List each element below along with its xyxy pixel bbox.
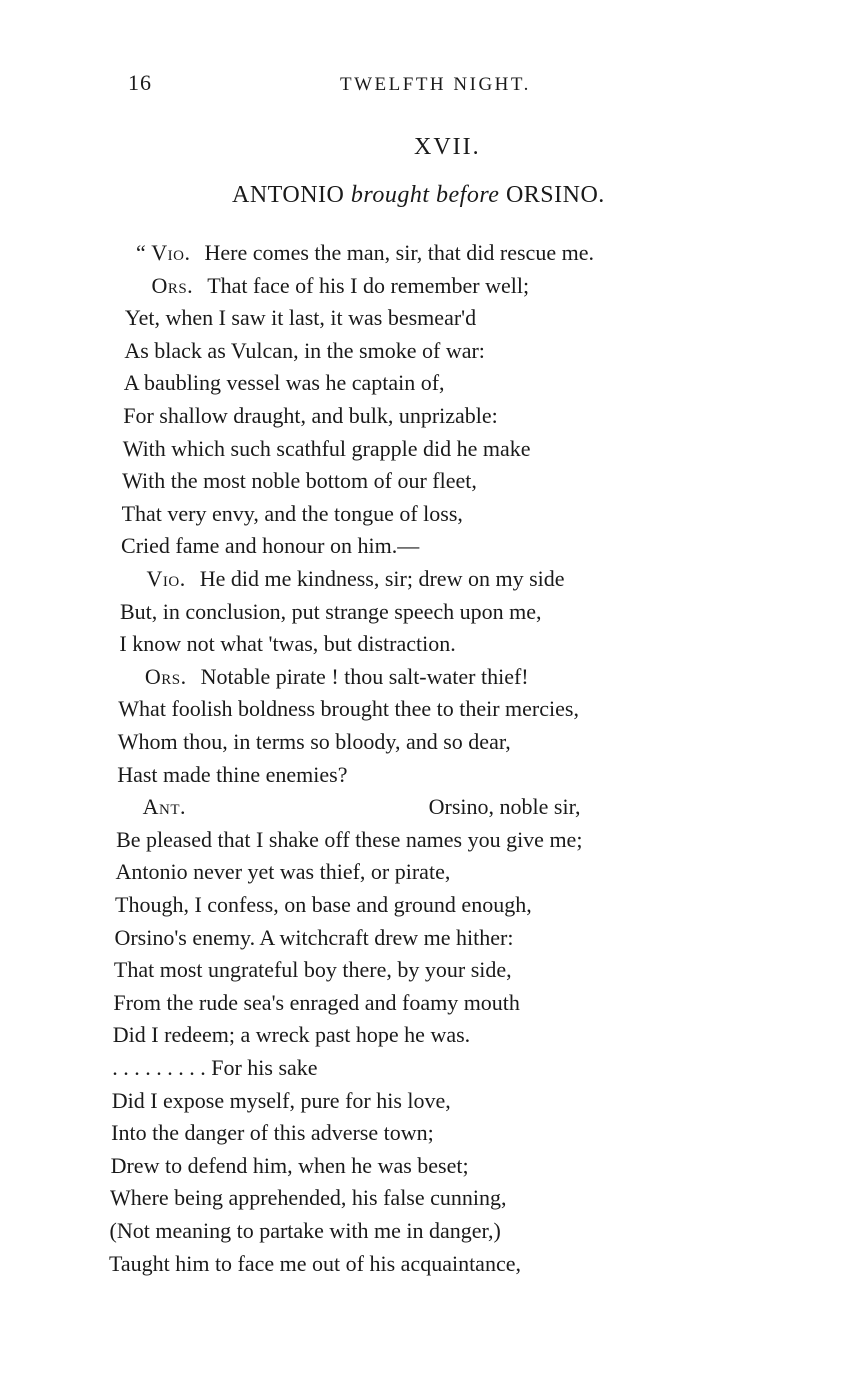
line-text: He did me kindness, sir; drew on my side — [199, 566, 565, 591]
line-text: Cried fame and honour on him.— — [121, 533, 420, 559]
verse-line — [142, 792, 581, 822]
line-text: Did I expose myself, pure for his love, — [111, 1087, 451, 1113]
verse-line — [120, 597, 542, 627]
verse-line — [151, 271, 529, 301]
verse-line — [110, 1216, 501, 1246]
line-text: Yet, when I saw it last, it was besmear'd — [124, 305, 477, 331]
line-text: Whom thou, in terms so bloody, and so dear, — [117, 729, 511, 754]
speaker-name: Vio. — [146, 566, 186, 591]
verse-line — [124, 336, 485, 366]
line-text: (Not meaning to partake with me in danger,) — [109, 1218, 501, 1243]
verse-line — [119, 629, 455, 659]
line-text: Taught him to face me out of his acquaintance, — [108, 1250, 521, 1276]
verse-line — [121, 531, 419, 561]
section-number: XVII. — [414, 134, 481, 160]
line-text: For shallow draught, and bulk, unprizable: — [123, 403, 498, 428]
section-title-italic: brought before — [350, 182, 500, 208]
verse-line — [118, 694, 579, 724]
verse-line — [113, 1020, 470, 1050]
line-text: What foolish boldness brought thee to their mercies, — [118, 696, 579, 722]
verse-line — [122, 466, 477, 496]
line-text: But, in conclusion, put strange speech upon me, — [119, 598, 542, 624]
line-text: Notable pirate ! thou salt-water thief! — [200, 663, 529, 689]
verse-line — [124, 368, 445, 398]
speaker-name: Ors. — [144, 663, 187, 689]
section-title-part1: ANTONIO — [232, 182, 345, 208]
speaker-name: Ors. — [151, 272, 194, 298]
line-text: That most ungrateful boy there, by your side, — [113, 957, 512, 983]
section-title-part2: ORSINO. — [505, 182, 605, 208]
line-text: Into the danger of this adverse town; — [111, 1120, 434, 1146]
line-text: Hast made thine enemies? — [117, 761, 348, 787]
line-text: Orsino, noble sir, — [428, 794, 581, 820]
speaker-name: Vio. — [151, 240, 191, 265]
verse-line — [136, 238, 594, 268]
line-text: That very envy, and the tongue of loss, — [121, 500, 463, 526]
line-text: Though, I confess, on base and ground enough, — [115, 892, 532, 917]
verse-line — [147, 564, 565, 594]
line-text: Be pleased that I shake off these names you give me; — [116, 826, 583, 852]
verse-line — [113, 988, 520, 1018]
line-text: As black as Vulcan, in the smoke of war: — [124, 337, 485, 363]
verse-line — [123, 434, 531, 464]
line-text: Orsino's enemy. A witchcraft drew me hither: — [114, 924, 514, 950]
section-title — [232, 182, 605, 209]
verse-line — [116, 825, 582, 855]
line-text: From the rude sea's enraged and foamy mouth — [113, 989, 520, 1015]
running-title: TWELFTH NIGHT. — [340, 74, 531, 95]
line-text: I know not what 'twas, but distraction. — [119, 631, 456, 657]
line-text: That face of his I do remember well; — [207, 272, 530, 298]
verse-line — [116, 857, 451, 887]
line-text: Antonio never yet was thief, or pirate, — [115, 859, 451, 885]
verse-line — [122, 499, 463, 529]
speaker-name: Ant. — [142, 794, 187, 820]
page-number: 16 — [128, 70, 152, 95]
line-text: With the most noble bottom of our fleet, — [122, 468, 477, 494]
verse-line — [112, 1086, 451, 1116]
verse-line — [114, 923, 513, 953]
line-text: Where being apprehended, his false cunning, — [110, 1185, 507, 1211]
verse-line — [125, 303, 476, 333]
verse-line — [111, 1118, 434, 1148]
verse-line — [118, 727, 511, 757]
line-text: Drew to defend him, when he was beset; — [110, 1152, 469, 1178]
line-text: Here comes the man, sir, that did rescue me. — [204, 240, 594, 265]
verse-line — [112, 1053, 317, 1083]
verse-line — [115, 890, 532, 920]
verse-line — [109, 1249, 521, 1279]
line-text: A baubling vessel was he captain of, — [123, 370, 445, 396]
line-text: With which such scathful grapple did he make — [122, 435, 531, 461]
verse-line — [123, 401, 498, 431]
verse-line — [114, 955, 512, 985]
verse-line — [145, 662, 529, 692]
verse-line — [111, 1151, 469, 1181]
opening-quote: “ — [136, 240, 152, 265]
verse-line — [110, 1183, 506, 1213]
line-text: Did I redeem; a wreck past hope he was. — [112, 1022, 471, 1048]
verse-line — [117, 760, 347, 790]
line-text: . . . . . . . . . For his sake — [112, 1055, 318, 1080]
